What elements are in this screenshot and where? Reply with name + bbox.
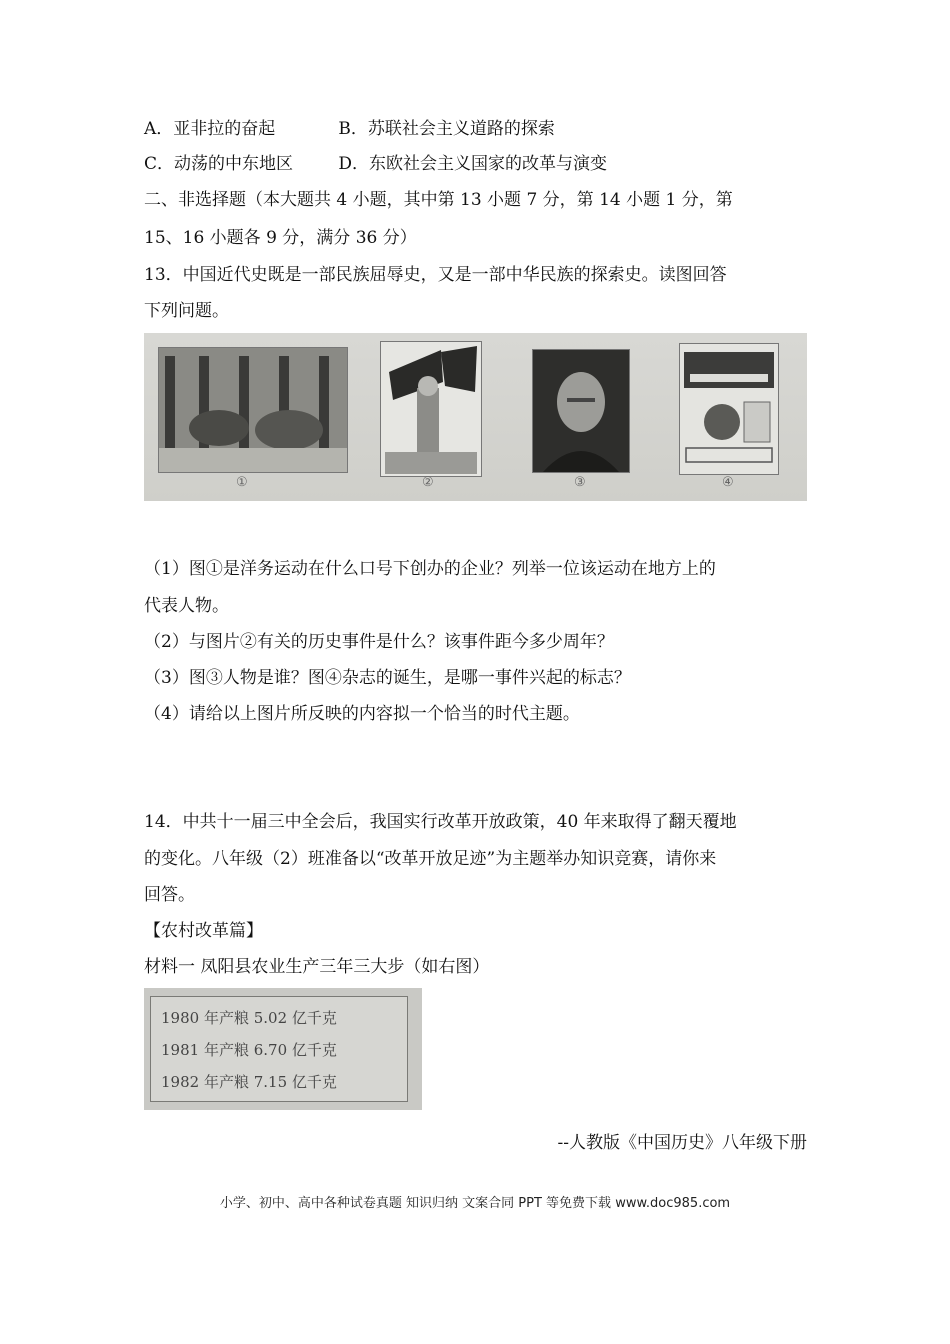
q13-sub4: （4）请给以上图片所反映的内容拟一个恰当的时代主题。 [144, 704, 580, 724]
yield-row-1980: 1980 年产粮 5.02 亿千克 [161, 1009, 337, 1027]
q13-sub1-line-1: （1）图①是洋务运动在什么口号下创办的企业？列举一位该运动在地方上的 [144, 559, 716, 579]
section-heading-line-1: 二、非选择题（本大题共 4 小题，其中第 13 小题 7 分，第 14 小题 1 分，第 [144, 190, 733, 210]
q14-stem-line-3: 回答。 [144, 885, 195, 905]
photo-portrait [532, 349, 630, 473]
grain-yield-image [144, 988, 422, 1110]
yield-row-1982: 1982 年产粮 7.15 亿千克 [161, 1073, 337, 1091]
caption-3: ③ [574, 475, 586, 490]
options-row-1 [144, 119, 555, 139]
caption-2: ② [422, 475, 434, 490]
option-c: C．动荡的中东地区 [144, 154, 294, 174]
yield-row-1981: 1981 年产粮 6.70 亿千克 [161, 1041, 337, 1059]
q13-sub2: （2）与图片②有关的历史事件是什么？该事件距今多少周年？ [144, 632, 614, 652]
q13-stem-line-1: 13．中国近代史既是一部民族屈辱史，又是一部中华民族的探索史。读图回答 [144, 265, 727, 285]
photo-revolution-poster [380, 341, 482, 477]
q14-stem-line-2: 的变化。八年级（2）班准备以“改革开放足迹”为主题举办知识竞赛，请你来 [144, 849, 717, 869]
section-heading-line-2: 15、16 小题各 9 分，满分 36 分） [144, 228, 417, 248]
page-footer: 小学、初中、高中各种试卷真题 知识归纳 文案合同 PPT 等免费下载 www.doc985.com [219, 1196, 731, 1211]
q14-stem-line-1: 14．中共十一届三中全会后，我国实行改革开放政策，40 年来取得了翻天覆地 [144, 812, 737, 832]
q13-stem-line-2: 下列问题。 [144, 301, 229, 321]
options-row-2 [144, 154, 607, 174]
source-citation: --人教版《中国历史》八年级下册 [557, 1133, 807, 1153]
caption-4: ④ [722, 475, 734, 490]
grain-yield-table [150, 996, 408, 1102]
q13-sub1-line-2: 代表人物。 [144, 596, 229, 616]
photo-factory [158, 347, 348, 473]
option-d: D．东欧社会主义国家的改革与演变 [338, 154, 608, 174]
option-b: B．苏联社会主义道路的探索 [338, 119, 555, 139]
q13-photo-strip [144, 333, 807, 501]
photo-magazine [679, 343, 779, 475]
q14-section-title: 【农村改革篇】 [144, 921, 263, 941]
q13-sub3: （3）图③人物是谁？图④杂志的诞生，是哪一事件兴起的标志？ [144, 668, 631, 688]
q14-material-1: 材料一 凤阳县农业生产三年三大步（如右图） [144, 957, 490, 977]
caption-1: ① [236, 475, 248, 490]
option-a: A．亚非拉的奋起 [144, 119, 276, 139]
